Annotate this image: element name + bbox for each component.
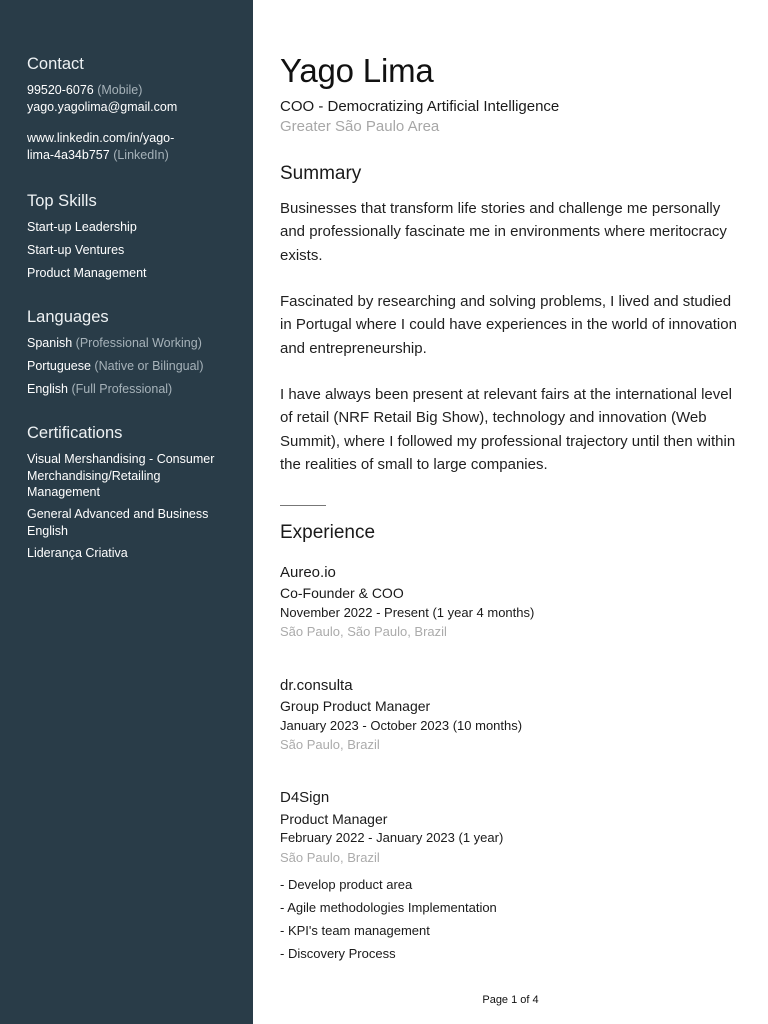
job-role: Co-Founder & COO (280, 585, 404, 601)
phone-number: 99520-6076 (27, 83, 94, 97)
summary-line: and entrepreneurship. (280, 339, 427, 357)
certification-item (27, 545, 232, 562)
languages-heading: Languages (27, 308, 109, 326)
summary-line: I have always been present at relevant fairs at the international level (280, 386, 732, 403)
certification-item (27, 451, 232, 501)
linkedin-url-line2: lima-4a34b757 (27, 147, 110, 162)
section-divider (280, 505, 326, 506)
person-name: Yago Lima (280, 52, 434, 89)
job-location: São Paulo, São Paulo, Brazil (280, 624, 447, 639)
summary-line: Businesses that transform life stories and challenge me personally (280, 200, 721, 217)
summary-line: exists. (280, 246, 323, 264)
skill-item: Start-up Ventures (27, 243, 125, 257)
job-bullet: - KPI's team management (280, 923, 430, 938)
contact-phone[interactable] (27, 82, 232, 99)
language-level: (Full Professional) (71, 382, 173, 396)
location: Greater São Paulo Area (280, 118, 440, 135)
certification-line: English (27, 523, 68, 538)
summary-line: of retail (NRF Retail Big Show), technology and innovation (Web (280, 409, 707, 427)
job-company: Aureo.io (280, 564, 336, 581)
phone-type: (Mobile) (97, 83, 143, 97)
job-dates: January 2023 - October 2023 (10 months) (280, 718, 523, 733)
top-skills-heading: Top Skills (27, 192, 97, 210)
job-role: Group Product Manager (280, 698, 431, 714)
certification-line: Management (27, 485, 100, 499)
language-name: Spanish (27, 336, 73, 350)
job-bullet: - Develop product area (280, 877, 413, 892)
sidebar (0, 0, 253, 1024)
job-bullet: - Discovery Process (280, 946, 396, 961)
contact-email[interactable]: yago.yagolima@gmail.com (27, 100, 178, 114)
contact-heading: Contact (27, 55, 84, 73)
certification-line: Visual Mershandising - Consumer (27, 452, 215, 466)
certification-line: Merchandising/Retailing (27, 468, 161, 483)
summary-paragraph (280, 383, 750, 476)
job-location: São Paulo, Brazil (280, 850, 380, 865)
job-location: São Paulo, Brazil (280, 737, 380, 752)
contact-linkedin[interactable] (27, 130, 232, 163)
summary-line: the realities of small to large companies. (280, 455, 548, 473)
summary-heading: Summary (280, 163, 362, 184)
summary-paragraph (280, 290, 750, 360)
summary-line: Summit), where I followed my professional trajectory until then within (280, 432, 736, 450)
summary-paragraph (280, 197, 750, 267)
job-dates: November 2022 - Present (1 year 4 months) (280, 605, 535, 620)
language-level: (Professional Working) (75, 336, 202, 350)
certification-item (27, 506, 232, 539)
language-name: Portuguese (27, 359, 91, 373)
summary-line: Fascinated by researching and solving problems, I lived and studied (280, 293, 732, 310)
skill-item: Product Management (27, 266, 147, 280)
job-company: dr.consulta (280, 677, 353, 694)
certification-line: Liderança Criativa (27, 546, 128, 560)
linkedin-url-line1: www.linkedin.com/in/yago- (27, 131, 175, 145)
job-company: D4Sign (280, 789, 330, 806)
certifications-heading: Certifications (27, 424, 123, 442)
language-name: English (27, 382, 68, 396)
certification-line: General Advanced and Business (27, 507, 209, 521)
language-item (27, 381, 232, 398)
language-item (27, 358, 232, 375)
summary-line: in Portugal where I could have experiences in the world of innovation (280, 316, 737, 334)
language-item (27, 335, 232, 352)
job-bullet: - Agile methodologies Implementation (280, 900, 497, 915)
headline: COO - Democratizing Artificial Intelligence (280, 98, 560, 115)
main-content (253, 0, 768, 1024)
summary-line: and professionally fascinate me in environments where meritocracy (280, 223, 727, 241)
skill-item: Start-up Leadership (27, 220, 137, 234)
job-role: Product Manager (280, 811, 388, 827)
job-dates: February 2022 - January 2023 (1 year) (280, 830, 504, 845)
language-level: (Native or Bilingual) (94, 359, 204, 373)
linkedin-type: (LinkedIn) (113, 147, 169, 162)
page-number: Page 1 of 4 (482, 994, 539, 1006)
experience-heading: Experience (280, 522, 376, 543)
